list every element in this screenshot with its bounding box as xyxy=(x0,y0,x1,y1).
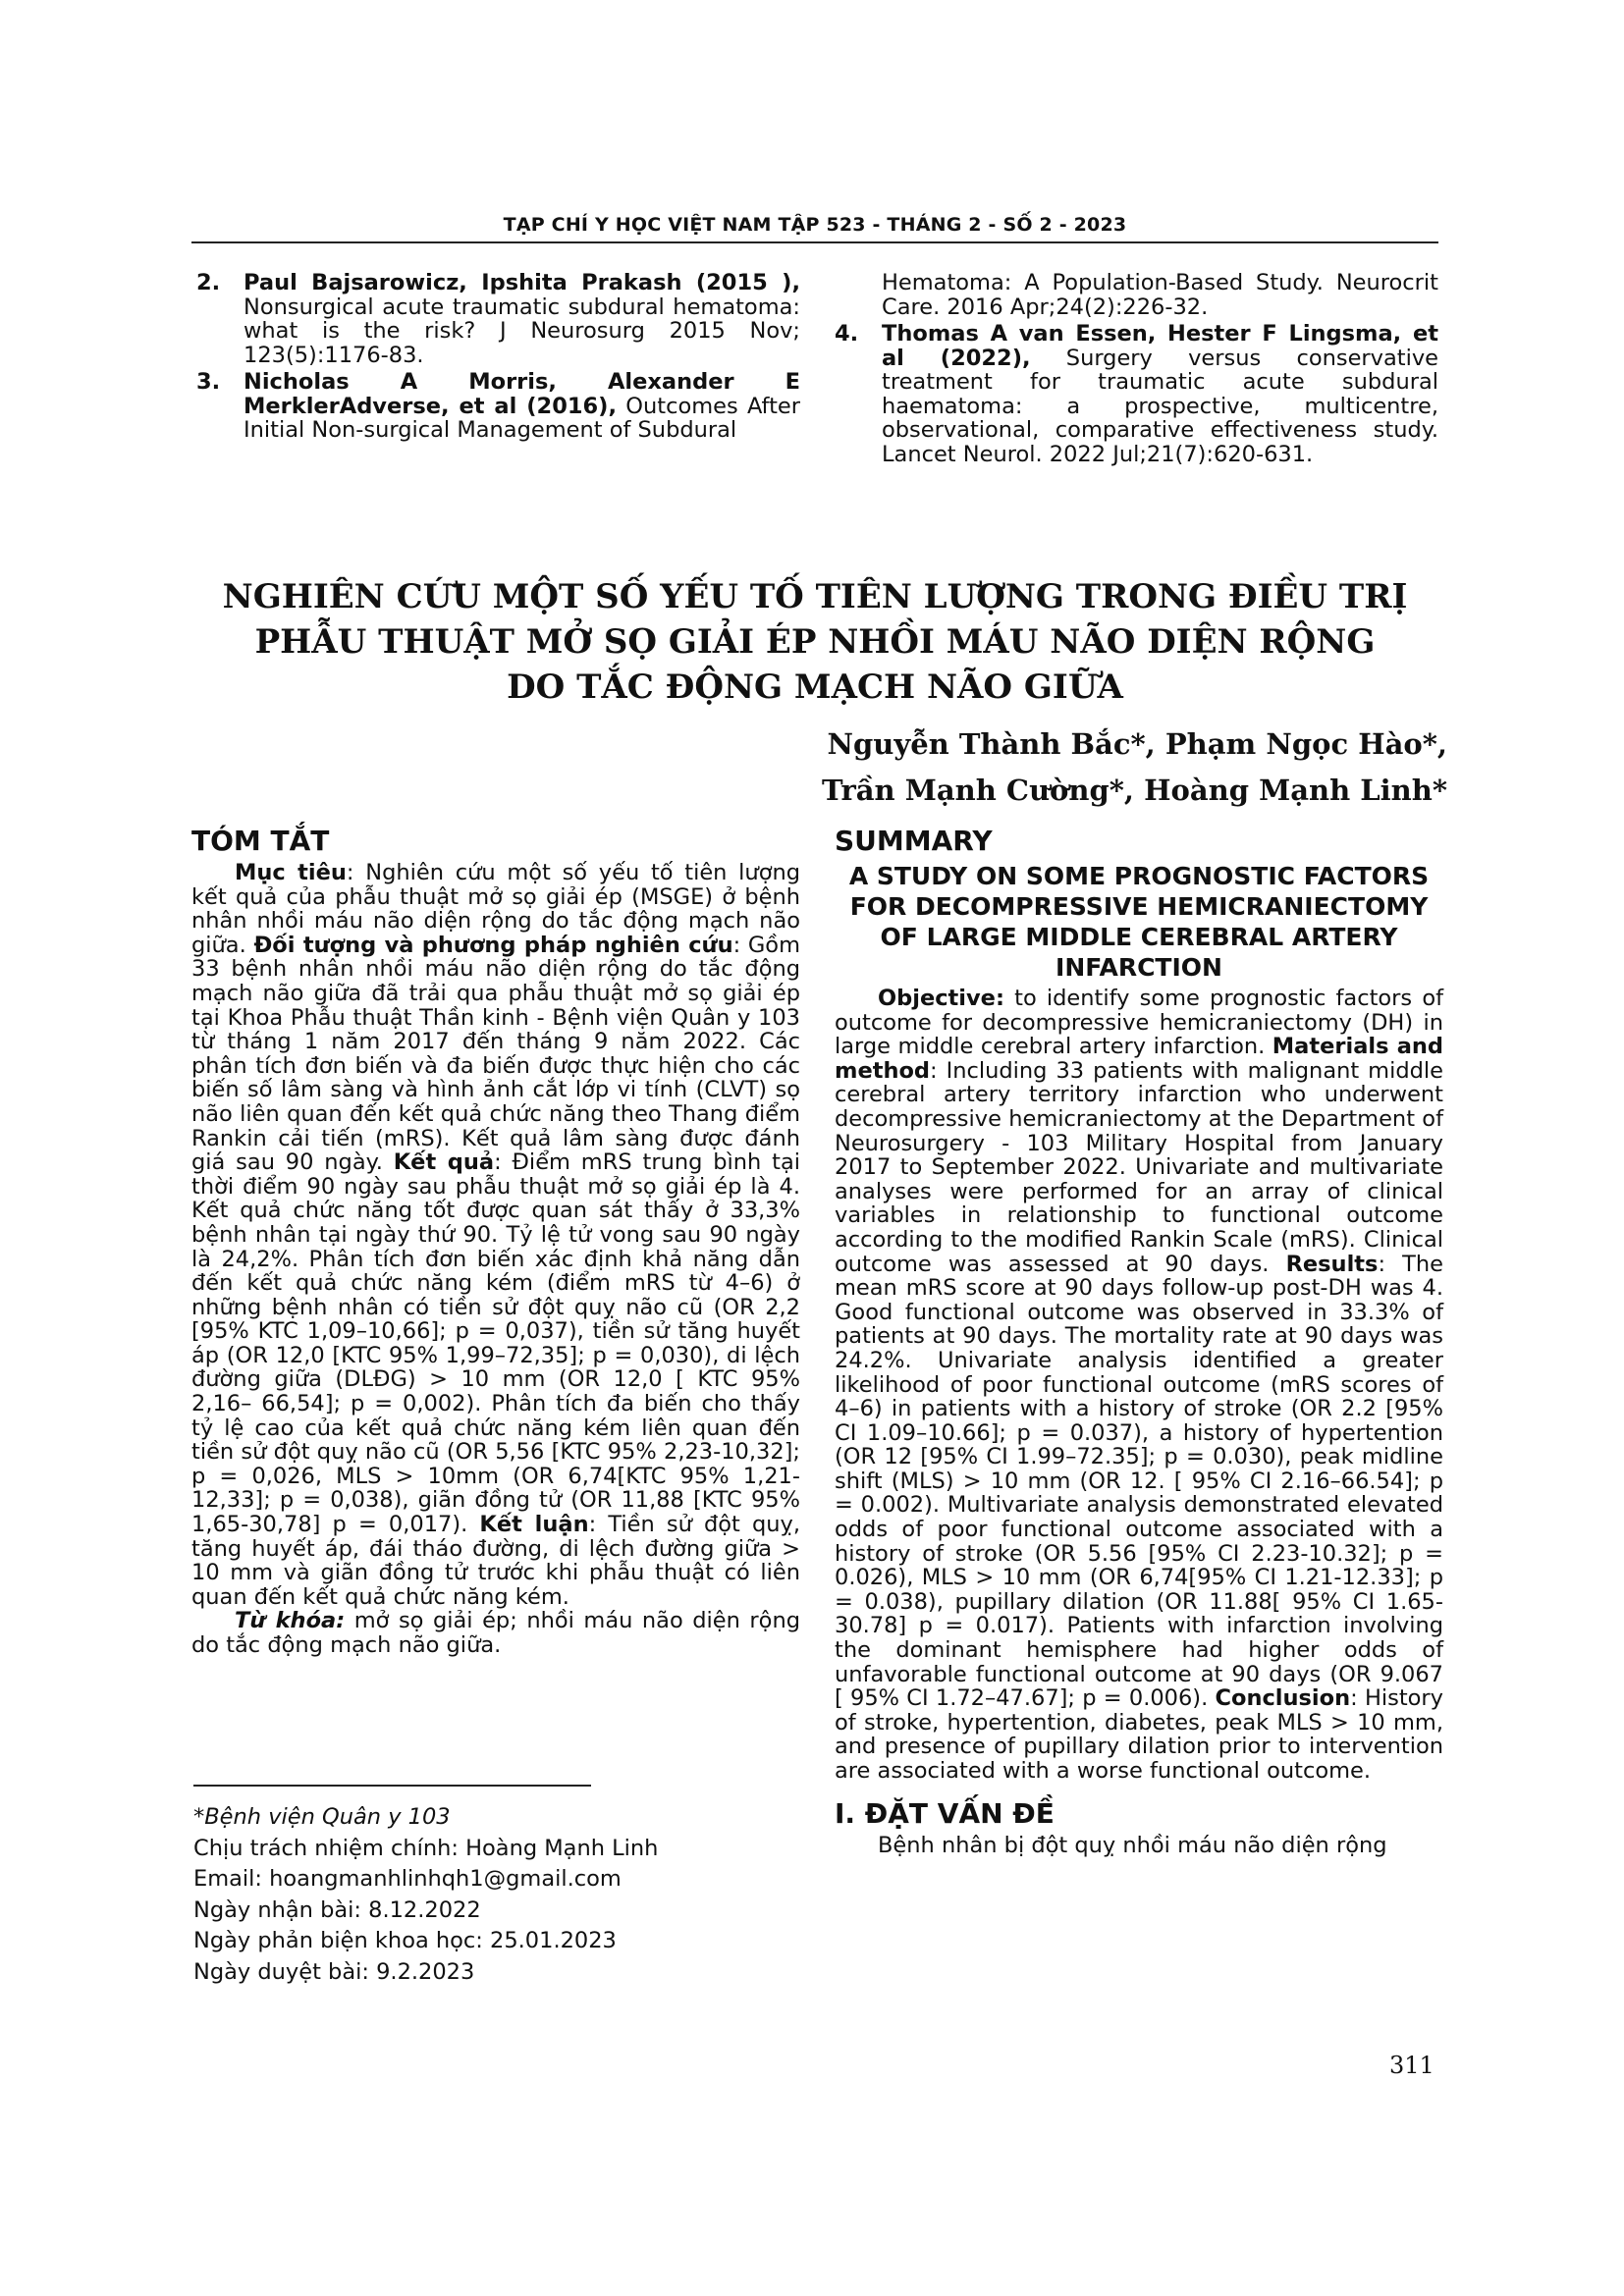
reference-text: Surgery versus conservative treatment for traumatic acute subdural haematoma: a prospective, multicentre, observational, comparative effectiveness study. Lancet Neurol. 2022 Jul;21(7):620-631. xyxy=(882,345,1438,467)
methods-label: Đối tượng và phương pháp nghiên cứu xyxy=(253,932,733,958)
abstract-english xyxy=(835,825,1443,1857)
abstract-vi-body xyxy=(191,861,800,1609)
footnote-reviewed: Ngày phản biện khoa học: 25.01.2023 xyxy=(193,1928,617,1953)
methods-text: : Gồm 33 bệnh nhân nhồi máu não diện rộng do tắc động mạch não giữa đã trải qua phẫu thuật mở sọ giải ép tại Khoa Phẫu thuật Thần kinh - Bệnh viện Quân y 103 từ tháng 1 năm 2017 đến tháng 9 năm 2022. Các phân tích đơn biến và đa biến được thực hiện cho các biến số lâm sàng và hình ảnh cắt lớp vi tính (CLVT) sọ não liên quan đến kết quả chức năng theo Thang điểm Rankin cải tiến (mRS). Kết quả lâm sàng được đánh giá sau 90 ngày. xyxy=(191,932,800,1176)
methods-text: : Including 33 patients with malignant middle cerebral artery territory infarction who underwent decompressive hemicraniectomy at the Department of Neurosurgery - 103 Military Hospital from January 2017 to September 2022. Univariate and multivariate analyses were performed for an array of clinical variables in relationship to functional outcome according to the modified Rankin Scale (mRS). Clinical outcome was assessed at 90 days. xyxy=(835,1057,1443,1277)
conclusion-label: Conclusion xyxy=(1215,1685,1351,1712)
footnotes xyxy=(193,1802,783,1988)
abstract-en-body xyxy=(835,987,1443,1784)
references-right xyxy=(835,271,1438,469)
results-text: : Điểm mRS trung bình tại thời điểm 90 ngày sau phẫu thuật mở sọ giải ép là 4. Kết quả chức năng tốt được quan sát thấy ở 33,3% bệnh nhân tại ngày thứ 90. Tỷ lệ tử vong sau 90 ngày là 24,2%. Phân tích đơn biến xác định khả năng dẫn đến kết quả chức năng kém (điểm mRS từ 4–6) ở những bệnh nhân có tiền sử đột quỵ não cũ (OR 2,2 [95% KTC 1,09–10,66]; p = 0,037), tiền sử tăng huyết áp (OR 12,0 [KTC 95% 1,99–72,35]; p = 0,030), di lệch đường giữa (DLĐG) > 10 mm (OR 12,0 [ KTC 95% 2,16– 66,54]; p = 0,002). Phân tích đa biến cho thấy tỷ lệ cao của kết quả chức năng kém liên quan đến tiền sử đột quỵ não cũ (OR 5,56 [KTC 95% 2,23-10,32]; p = 0,026, MLS > 10mm (OR 6,74[KTC 95% 1,21-12,33]; p = 0,038), giãn đồng tử (OR 11,88 [KTC 95% 1,65-30,78] p = 0,017). xyxy=(191,1149,801,1538)
reference-text: Outcomes After Initial Non-surgical Management of Subdural xyxy=(244,393,800,443)
authors xyxy=(822,721,1447,814)
methods-label: Materials and method xyxy=(835,1034,1444,1084)
reference-text: Nonsurgical acute traumatic subdural hematoma: what is the risk? J Neurosurg 2015 Nov; 123(5):1176-83. xyxy=(244,294,800,368)
objective-label: Mục tiêu xyxy=(235,860,347,885)
en-title-line: OF LARGE MIDDLE CEREBRAL ARTERY xyxy=(880,923,1398,951)
footnote-email: Email: hoangmanhlinhqh1@gmail.com xyxy=(193,1866,622,1892)
reference-authors: Paul Bajsarowicz, Ipshita Prakash (2015 ), xyxy=(244,270,800,295)
reference-text: Hematoma: A Population-Based Study. Neurocrit Care. 2016 Apr;24(2):226-32. xyxy=(882,270,1438,320)
footnote-responsible: Chịu trách nhiệm chính: Hoàng Mạnh Linh xyxy=(193,1835,659,1861)
reference-item xyxy=(196,370,800,443)
authors-line: Nguyễn Thành Bắc*, Phạm Ngọc Hào*, xyxy=(827,727,1447,761)
reference-number: 3. xyxy=(196,369,221,395)
article-title xyxy=(191,574,1438,710)
reference-authors: Thomas A van Essen, Hester F Lingsma, et al (2022), xyxy=(882,321,1438,371)
footnote-received: Ngày nhận bài: 8.12.2022 xyxy=(193,1896,481,1923)
title-line: DO TẮC ĐỘNG MẠCH NÃO GIỮA xyxy=(507,667,1123,707)
references-left xyxy=(196,271,800,446)
results-label: Results xyxy=(1285,1251,1379,1277)
journal-header: TẠP CHÍ Y HỌC VIỆT NAM TẬP 523 - THÁNG 2 - SỐ 2 - 2023 xyxy=(503,214,1127,236)
conclusion-label: Kết luận xyxy=(479,1512,589,1538)
reference-number: 4. xyxy=(835,321,859,347)
abstract-en-heading: SUMMARY xyxy=(835,825,993,857)
reference-authors: Nicholas A Morris, Alexander E MerklerAdverse, et al (2016), xyxy=(244,369,800,419)
reference-number: 2. xyxy=(196,270,221,295)
keywords xyxy=(191,1609,800,1657)
reference-item xyxy=(835,322,1438,466)
conclusion-text: : Tiền sử đột quỵ, tăng huyết áp, đái tháo đường, di lệch đường giữa > 10 mm và giãn đồng tử trước khi phẫu thuật có liên quan đến kết quả chức năng kém. xyxy=(191,1512,800,1610)
objective-text: : Nghiên cứu một số yếu tố tiên lượng kết quả của phẫu thuật mở sọ giải ép (MSGE) ở bệnh nhân nhồi máu não diện rộng do tắc động mạch não giữa. xyxy=(191,860,801,958)
abstract-en-title xyxy=(835,861,1443,983)
header-rule xyxy=(191,241,1438,243)
keywords-text: mở sọ giải ép; nhồi máu não diện rộng do tắc động mạch não giữa. xyxy=(191,1608,800,1658)
results-text: : The mean mRS score at 90 days follow-up post-DH was 4. Good functional outcome was observed in 33.3% of patients at 90 days. The mortality rate at 90 days was 24.2%. Univariate analysis identified a greater likelihood of poor functional outcome (mRS scores of 4–6) in patients with a history of stroke (OR 2.2 [95% CI 1.09–10.66]; p = 0.037), a history of hypertention (OR 12 [95% CI 1.99–72.35]; p = 0.030), peak midline shift (MLS) > 10 mm (OR 12. [ 95% CI 2.16–66.54]; p = 0.002). Multivariate analysis demonstrated elevated odds of poor functional outcome associated with a history of stroke (OR 5.56 [95% CI 2.23-10.32]; p = 0.026), MLS > 10 mm (OR 6,74[95% CI 1.21-12.33]; p = 0.038), pupillary dilation (OR 11.88[ 95% CI 1.65-30.78] p = 0.017). Patients with infarction involving the dominant hemisphere had higher odds of unfavorable functional outcome at 90 days (OR 9.067 [ 95% CI 1.72–47.67]; p = 0.006). xyxy=(835,1251,1443,1712)
title-line: PHẪU THUẬT MỞ SỌ GIẢI ÉP NHỒI MÁU NÃO DIỆN RỘNG xyxy=(254,622,1376,662)
introduction-heading: I. ĐẶT VẤN ĐỀ xyxy=(835,1796,1055,1830)
keywords-label: Từ khóa: xyxy=(235,1608,346,1634)
page-number: 311 xyxy=(1389,2052,1435,2079)
en-title-line: A STUDY ON SOME PROGNOSTIC FACTORS xyxy=(848,862,1430,890)
footnote-rule xyxy=(193,1785,591,1787)
footnote-affiliation: *Bệnh viện Quân y 103 xyxy=(193,1804,451,1830)
reference-item xyxy=(196,271,800,367)
objective-label: Objective: xyxy=(878,986,1004,1011)
abstract-vi-heading: TÓM TẮT xyxy=(191,825,330,857)
authors-line: Trần Mạnh Cường*, Hoàng Mạnh Linh* xyxy=(822,774,1447,807)
results-label: Kết quả xyxy=(393,1149,495,1176)
reference-item xyxy=(835,271,1438,319)
introduction-text: Bệnh nhân bị đột quỵ nhồi máu não diện rộng xyxy=(878,1832,1387,1858)
abstract-vietnamese xyxy=(191,825,800,1658)
conclusion-text: : History of stroke, hypertention, diabetes, peak MLS > 10 mm, and presence of pupillary dilation prior to intervention are associated with a worse functional outcome. xyxy=(835,1685,1444,1784)
en-title-line: INFARCTION xyxy=(1056,953,1222,982)
objective-text: to identify some prognostic factors of outcome for decompressive hemicraniectomy (DH) in large middle cerebral artery infarction. xyxy=(835,986,1443,1060)
footnote-accepted: Ngày duyệt bài: 9.2.2023 xyxy=(193,1958,475,1985)
en-title-line: FOR DECOMPRESSIVE HEMICRANIECTOMY xyxy=(849,892,1429,921)
title-line: NGHIÊN CỨU MỘT SỐ YẾU TỐ TIÊN LƯỢNG TRONG ĐIỀU TRỊ xyxy=(222,577,1408,616)
